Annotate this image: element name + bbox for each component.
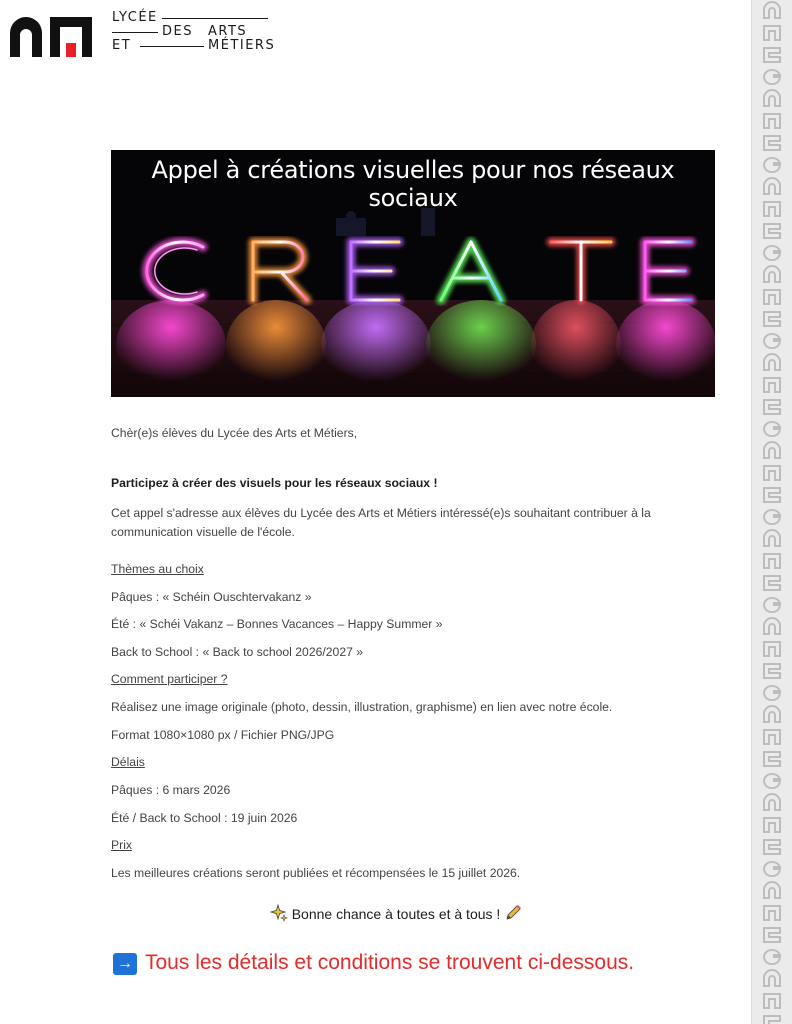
intro-paragraph: Cet appel s'adresse aux élèves du Lycée des Arts et Métiers intéressé(e)s souhaitant contribuer à la communication visuelle de l'école.	[111, 506, 651, 539]
logo-rule	[140, 46, 204, 47]
participate-heading: Comment participer ?	[111, 672, 228, 686]
deadline-item: Pâques : 6 mars 2026	[111, 783, 231, 797]
prize-text: Les meilleures créations seront publiées et récompensées le 15 juillet 2026.	[111, 866, 521, 880]
logo-word-lycee: LYCÉE	[112, 10, 158, 25]
deadline-item: Été / Back to School : 19 juin 2026	[111, 811, 298, 825]
closing-line	[0, 904, 792, 922]
logo-wordmark	[112, 10, 278, 58]
right-arrow-icon: →	[113, 953, 137, 975]
headline: Participez à créer des visuels pour les réseaux sociaux !	[111, 476, 438, 490]
logo-word-metiers: MÉTIERS	[208, 38, 276, 53]
hero-banner	[111, 150, 715, 397]
greeting: Chèr(e)s élèves du Lycée des Arts et Métiers,	[111, 426, 358, 440]
deadlines-heading: Délais	[111, 755, 145, 769]
themes-heading: Thèmes au choix	[111, 562, 204, 576]
banner-title: Appel à créations visuelles pour nos réseaux sociaux	[151, 156, 675, 212]
sparkles-icon	[270, 904, 288, 922]
paintbrush-icon	[504, 904, 522, 922]
theme-item: Été : « Schéi Vakanz – Bonnes Vacances – Happy Summer »	[111, 617, 443, 631]
details-callout[interactable]	[113, 951, 634, 975]
prize-heading: Prix	[111, 838, 132, 852]
logo-word-des: DES	[162, 24, 193, 39]
logo-rule	[112, 32, 158, 33]
participate-item: Réalisez une image originale (photo, dessin, illustration, graphisme) en lien avec notre école.	[111, 700, 613, 714]
participate-item: Format 1080×1080 px / Fichier PNG/JPG	[111, 728, 335, 742]
school-logo[interactable]	[8, 10, 278, 58]
callout-text: Tous les détails et conditions se trouvent ci-dessous.	[145, 951, 635, 974]
theme-item: Back to School : « Back to school 2026/2027 »	[111, 645, 364, 659]
logo-rule	[162, 18, 268, 19]
logo-mark-icon	[8, 15, 94, 57]
logo-word-et: ET	[112, 38, 132, 53]
logo-word-arts: ARTS	[208, 24, 248, 39]
theme-item: Pâques : « Schéin Ouschtervakanz »	[111, 590, 312, 604]
closing-text: Bonne chance à toutes et à tous !	[291, 906, 501, 922]
side-pattern-icon	[762, 0, 782, 1024]
side-decoration-strip	[751, 0, 792, 1024]
